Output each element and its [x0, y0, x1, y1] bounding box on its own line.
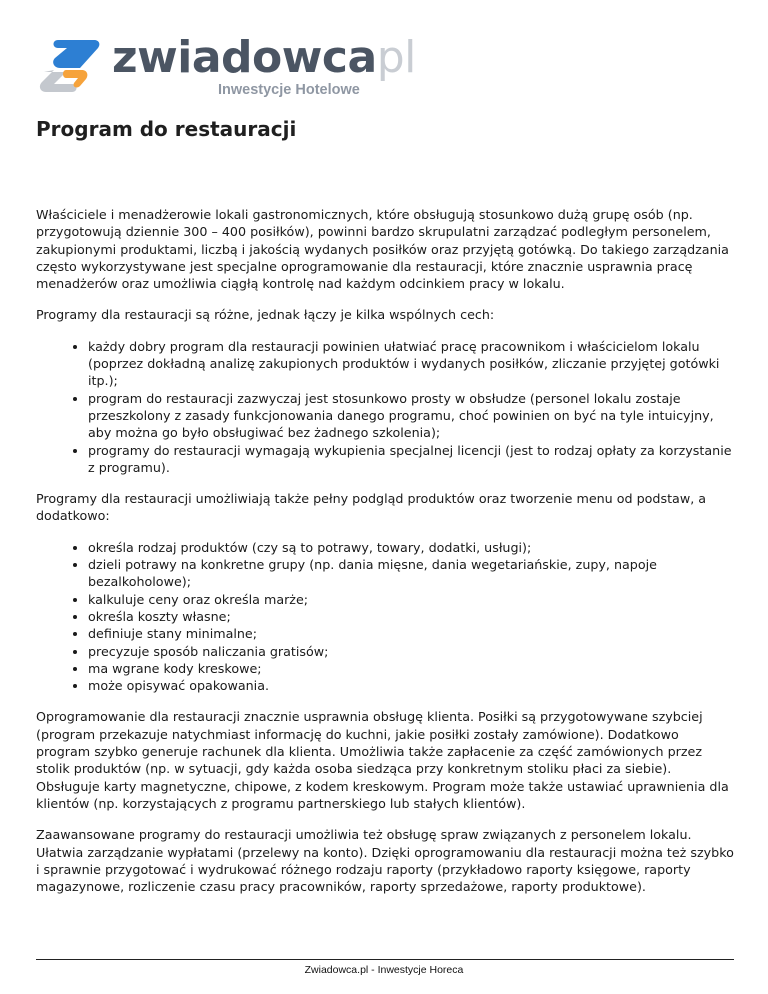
menu-features-list: [36, 539, 734, 695]
service-paragraph: Oprogramowanie dla restauracji znacznie usprawnia obsługę klienta. Posiłki są przygotowywane szybciej (program przekazuje natychmiast informację do kuchni, jakie posiłki zostały zamówione). Dodatkowo program szybko generuje rachunek dla klienta. Umożliwia także zapłacenie za część zamówionych przez stolik produktów (np. w sytuacji, gdy każda osoba siedząca przy konkretnym stoliku płaci za siebie). Obsługuje karty magnetyczne, chipowe, z kodem kreskowym. Program może także ustawiać uprawnienia dla klientów (np. korzystających z programu partnerskiego lub stałych klientów).: [36, 709, 729, 811]
list-item: • określa rodzaj produktów (czy są to potrawy, towary, dodatki, usługi);: [88, 539, 734, 556]
list-item: • każdy dobry program dla restauracji powinien ułatwiać pracę pracownikom i właścicielom lokalu (poprzez dokładną analizę zakupionych produktów i wydanych posiłków, zliczanie przyjętej gotówki itp.);: [88, 338, 734, 390]
features-list: [36, 338, 734, 476]
list-item: • może opisywać opakowania.: [88, 677, 734, 694]
brand-tagline: Inwestycje Hotelowe: [218, 82, 360, 98]
intro-paragraph: Właściciele i menadżerowie lokali gastronomicznych, które obsługują stosunkowo dużą grupę osób (np. przygotowują dziennie 300 – 400 posiłków), powinni bardzo skrupulatni zarządzać podległym personelem, zakupionymi produktami, liczbą i jakością wydanych posiłków oraz przyjętą gotówką. Do takiego zarządzania często wykorzystywane jest specjalne oprogramowanie dla restauracji, które znacznie usprawnia pracę menadżerów oraz umożliwia ciągłą kontrolę nad każdym odcinkiem pracy w lokalu.: [36, 207, 729, 292]
list-item: • definiuje stany minimalne;: [88, 625, 734, 642]
list-item: • ma wgrane kody kreskowe;: [88, 660, 734, 677]
page-title: Program do restauracji: [36, 117, 297, 141]
list-item: • programy do restauracji wymagają wykupienia specjalnej licencji (jest to rodzaj opłaty za korzystanie z programu).: [88, 442, 734, 477]
list-item: • program do restauracji zazwyczaj jest stosunkowo prosty w obsłudze (personel lokalu zostaje przeszkolony z zasady funkcjonowania danego programu, choć powinien on być na tyle intuicyjny, aby można go było obsługiwać bez żadnego szkolenia);: [88, 390, 734, 442]
brand-wordmark: [112, 34, 416, 82]
z-logo-mark-icon: [36, 34, 108, 98]
brand-name-suffix: pl: [376, 32, 416, 83]
brand-name-main: zwiadowca: [112, 32, 377, 83]
features-intro-paragraph: Programy dla restauracji są różne, jednak łączy je kilka wspólnych cech:: [36, 307, 495, 323]
list-item: • określa koszty własne;: [88, 608, 734, 625]
list-item: • kalkuluje ceny oraz określa marże;: [88, 591, 734, 608]
list-item: • precyzuje sposób naliczania gratisów;: [88, 643, 734, 660]
footer-divider: [36, 959, 734, 960]
menu-intro-paragraph: Programy dla restauracji umożliwiają także pełny podgląd produktów oraz tworzenie menu od podstaw, a dodatkowo:: [36, 491, 707, 524]
footer-text: Zwiadowca.pl - Inwestycje Horeca: [304, 964, 464, 976]
list-item: • dzieli potrawy na konkretne grupy (np. dania mięsne, dania wegetariańskie, zupy, napoje bezalkoholowe);: [88, 556, 734, 591]
brand-logo[interactable]: [36, 30, 436, 102]
article-body: [36, 206, 734, 909]
advanced-paragraph: Zaawansowane programy do restauracji umożliwia też obsługę spraw związanych z personelem lokalu. Ułatwia zarządzanie wypłatami (przelewy na konto). Dzięki oprogramowaniu dla restauracji można też szybko i sprawnie przygotować i wydrukować różnego rodzaju raporty (przykładowo raporty księgowe, raporty magazynowe, rozliczenie czasu pracy pracowników, raporty sprzedażowe, raporty produktowe).: [36, 827, 734, 895]
